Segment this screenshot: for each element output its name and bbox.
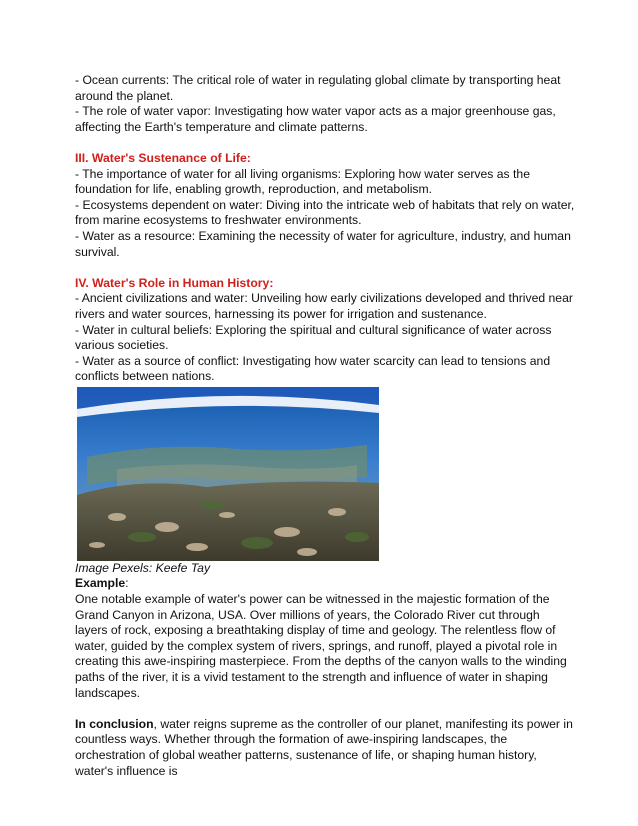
spacer — [75, 260, 575, 276]
spacer — [75, 701, 575, 717]
paragraph-conclusion — [75, 717, 575, 779]
spacer — [75, 135, 575, 151]
conclusion-lead: In conclusion — [75, 716, 154, 731]
paragraph-example: One notable example of water's power can be witnessed in the majestic formation of the Grand Canyon in Arizona, USA. Over millions of years, the Colorado River cut through layers of rock, exposing a breathtaking display of time and geology. The relentless flow of water, guided by the complex system of rivers, springs, and runoff, played a pivotal role in creating this awe-inspiring masterpiece. From the depths of the canyon walls to the winding paths of the river, it is a vivid testament to the strength and influence of water in shaping landscapes. — [75, 592, 567, 700]
earth-horizon-photo — [77, 387, 379, 561]
paragraph-living-organisms: - The importance of water for all living organisms: Exploring how water serves as the foundation for life, enabling growth, reproduction, and metabolism. — [75, 166, 530, 197]
paragraph-ecosystems: - Ecosystems dependent on water: Diving into the intricate web of habitats that rely on water, from marine ecosystems to freshwater environments. — [75, 197, 575, 228]
paragraph-ancient-civilizations: - Ancient civilizations and water: Unveiling how early civilizations developed and thrived near rivers and water sources, harnessing its power for irrigation and sustenance. — [75, 291, 573, 321]
paragraph-cultural-beliefs: - Water in cultural beliefs: Exploring the spiritual and cultural significance of water across various societies. — [75, 322, 552, 353]
paragraph-resource: - Water as a resource: Examining the necessity of water for agriculture, industry, and human survival. — [75, 228, 571, 259]
example-colon: : — [125, 576, 129, 591]
section-heading-history: IV. Water's Role in Human History: — [75, 275, 274, 290]
document-page — [75, 73, 575, 779]
paragraph-ocean-currents: - Ocean currents: The critical role of water in regulating global climate by transporting heat around the planet. — [75, 73, 561, 103]
section-heading-sustenance: III. Water's Sustenance of Life: — [75, 150, 251, 165]
example-label: Example — [75, 576, 126, 591]
example-label-line — [75, 576, 575, 592]
paragraph-conflict: - Water as a source of conflict: Investigating how water scarcity can lead to tensions and conflicts between nations. — [75, 353, 551, 384]
conclusion-text: , water reigns supreme as the controller of our planet, manifesting its power in countless ways. Whether through the formation of awe-inspiring landscapes, the orchestration of global weather patterns, sustenance of life, or shaping human history, water's influence is — [75, 716, 573, 778]
image-caption: Image Pexels: Keefe Tay — [75, 560, 211, 575]
paragraph-water-vapor: - The role of water vapor: Investigating how water vapor acts as a major greenhouse gas, affecting the Earth's temperature and climate patterns. — [75, 104, 556, 134]
